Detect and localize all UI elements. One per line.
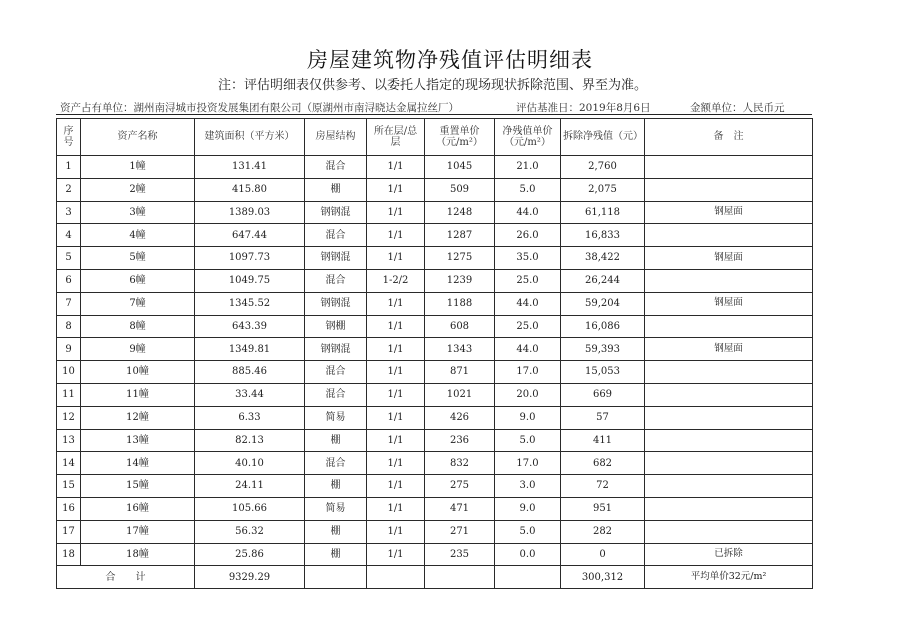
cell-name: 5幢 bbox=[81, 247, 195, 270]
cell-name: 8幢 bbox=[81, 315, 195, 338]
cell-no: 18 bbox=[57, 543, 81, 566]
cell-name: 9幢 bbox=[81, 338, 195, 361]
cell-net-price: 21.0 bbox=[495, 156, 561, 179]
cell-structure: 混合 bbox=[305, 269, 367, 292]
cell-structure: 混合 bbox=[305, 452, 367, 475]
cell-net-value: 15,053 bbox=[561, 361, 645, 384]
cell-area: 1389.03 bbox=[195, 201, 305, 224]
table-row bbox=[57, 497, 813, 520]
cell-remark bbox=[645, 497, 813, 520]
header-remark: 备 注 bbox=[645, 119, 813, 156]
header-net-value: 拆除净残值（元） bbox=[561, 119, 645, 156]
table-row bbox=[57, 520, 813, 543]
cell-net-value: 59,204 bbox=[561, 292, 645, 315]
cell-price: 608 bbox=[425, 315, 495, 338]
cell-net-value: 951 bbox=[561, 497, 645, 520]
cell-structure: 混合 bbox=[305, 361, 367, 384]
cell-floor: 1/1 bbox=[367, 156, 425, 179]
cell-remark: 已拆除 bbox=[645, 543, 813, 566]
cell-no: 1 bbox=[57, 156, 81, 179]
table-row bbox=[57, 269, 813, 292]
cell-price: 1045 bbox=[425, 156, 495, 179]
cell-net-value: 682 bbox=[561, 452, 645, 475]
cell-structure: 混合 bbox=[305, 383, 367, 406]
cell-net-price: 44.0 bbox=[495, 338, 561, 361]
cell-remark bbox=[645, 475, 813, 498]
cell-net-value: 59,393 bbox=[561, 338, 645, 361]
cell-price: 236 bbox=[425, 429, 495, 452]
cell-net-price: 3.0 bbox=[495, 475, 561, 498]
cell-floor: 1/1 bbox=[367, 178, 425, 201]
cell-remark bbox=[645, 315, 813, 338]
meta-divider bbox=[56, 114, 812, 115]
cell-no: 4 bbox=[57, 224, 81, 247]
cell-no: 3 bbox=[57, 201, 81, 224]
cell-no: 6 bbox=[57, 269, 81, 292]
cell-no: 13 bbox=[57, 429, 81, 452]
cell-price: 1287 bbox=[425, 224, 495, 247]
cell-name: 16幢 bbox=[81, 497, 195, 520]
cell-structure: 混合 bbox=[305, 224, 367, 247]
cell-net-price: 9.0 bbox=[495, 497, 561, 520]
cell-remark: 钢屋面 bbox=[645, 338, 813, 361]
table-row bbox=[57, 315, 813, 338]
cell-name: 2幢 bbox=[81, 178, 195, 201]
table-row bbox=[57, 201, 813, 224]
cell-net-value: 38,422 bbox=[561, 247, 645, 270]
cell-remark: 钢屋面 bbox=[645, 292, 813, 315]
cell-net-price: 44.0 bbox=[495, 292, 561, 315]
cell-remark bbox=[645, 269, 813, 292]
cell-structure: 钢钢混 bbox=[305, 247, 367, 270]
cell-net-value: 2,075 bbox=[561, 178, 645, 201]
cell-floor: 1/1 bbox=[367, 475, 425, 498]
cell-floor: 1/1 bbox=[367, 452, 425, 475]
cell-net-price: 5.0 bbox=[495, 178, 561, 201]
cell-no: 10 bbox=[57, 361, 81, 384]
cell-net-price: 26.0 bbox=[495, 224, 561, 247]
cell-name: 6幢 bbox=[81, 269, 195, 292]
cell-area: 1049.75 bbox=[195, 269, 305, 292]
header-no: 序号 bbox=[57, 119, 81, 156]
cell-floor: 1-2/2 bbox=[367, 269, 425, 292]
cell-structure: 棚 bbox=[305, 543, 367, 566]
cell-price: 1188 bbox=[425, 292, 495, 315]
cell-area: 647.44 bbox=[195, 224, 305, 247]
disclaimer-note: 注：评估明细表仅供参考、以委托人指定的现场现状拆除范围、界至为准。 bbox=[218, 78, 648, 93]
cell-no: 7 bbox=[57, 292, 81, 315]
cell-structure: 棚 bbox=[305, 429, 367, 452]
cell-name: 17幢 bbox=[81, 520, 195, 543]
table-row bbox=[57, 338, 813, 361]
cell-floor: 1/1 bbox=[367, 292, 425, 315]
cell-price: 832 bbox=[425, 452, 495, 475]
cell-floor: 1/1 bbox=[367, 406, 425, 429]
cell-price: 509 bbox=[425, 178, 495, 201]
cell-net-price: 17.0 bbox=[495, 452, 561, 475]
cell-net-value: 2,760 bbox=[561, 156, 645, 179]
cell-no: 16 bbox=[57, 497, 81, 520]
cell-structure: 钢钢混 bbox=[305, 292, 367, 315]
cell-net-price: 0.0 bbox=[495, 543, 561, 566]
cell-floor: 1/1 bbox=[367, 383, 425, 406]
cell-structure: 棚 bbox=[305, 520, 367, 543]
cell-net-value: 16,833 bbox=[561, 224, 645, 247]
cell-price: 871 bbox=[425, 361, 495, 384]
cell-no: 15 bbox=[57, 475, 81, 498]
cell-remark bbox=[645, 406, 813, 429]
cell-remark bbox=[645, 452, 813, 475]
cell-price: 275 bbox=[425, 475, 495, 498]
cell-floor: 1/1 bbox=[367, 429, 425, 452]
table-row bbox=[57, 292, 813, 315]
cell-structure: 钢钢混 bbox=[305, 338, 367, 361]
cell-remark bbox=[645, 383, 813, 406]
cell-floor: 1/1 bbox=[367, 520, 425, 543]
cell-area: 131.41 bbox=[195, 156, 305, 179]
cell-name: 12幢 bbox=[81, 406, 195, 429]
cell-net-value: 669 bbox=[561, 383, 645, 406]
header-name: 资产名称 bbox=[81, 119, 195, 156]
cell-price: 426 bbox=[425, 406, 495, 429]
cell-net-price: 5.0 bbox=[495, 520, 561, 543]
cell-area: 6.33 bbox=[195, 406, 305, 429]
cell-area: 82.13 bbox=[195, 429, 305, 452]
cell-price: 1248 bbox=[425, 201, 495, 224]
cell-net-value: 282 bbox=[561, 520, 645, 543]
cell-area: 33.44 bbox=[195, 383, 305, 406]
cell-price: 1239 bbox=[425, 269, 495, 292]
table-body bbox=[57, 156, 813, 566]
cell-net-value: 72 bbox=[561, 475, 645, 498]
cell-structure: 简易 bbox=[305, 406, 367, 429]
table-row bbox=[57, 178, 813, 201]
cell-name: 1幢 bbox=[81, 156, 195, 179]
cell-net-price: 17.0 bbox=[495, 361, 561, 384]
total-row bbox=[57, 566, 813, 589]
cell-floor: 1/1 bbox=[367, 247, 425, 270]
cell-area: 1097.73 bbox=[195, 247, 305, 270]
cell-price: 1275 bbox=[425, 247, 495, 270]
table-row bbox=[57, 224, 813, 247]
header-net-price: 净残值单价（元/m²） bbox=[495, 119, 561, 156]
cell-name: 13幢 bbox=[81, 429, 195, 452]
cell-price: 271 bbox=[425, 520, 495, 543]
table-row bbox=[57, 247, 813, 270]
cell-net-value: 411 bbox=[561, 429, 645, 452]
cell-no: 11 bbox=[57, 383, 81, 406]
cell-no: 14 bbox=[57, 452, 81, 475]
cell-no: 5 bbox=[57, 247, 81, 270]
cell-area: 1349.81 bbox=[195, 338, 305, 361]
cell-name: 15幢 bbox=[81, 475, 195, 498]
cell-name: 11幢 bbox=[81, 383, 195, 406]
cell-price: 235 bbox=[425, 543, 495, 566]
cell-remark bbox=[645, 156, 813, 179]
cell-floor: 1/1 bbox=[367, 338, 425, 361]
cell-remark bbox=[645, 224, 813, 247]
cell-net-price: 9.0 bbox=[495, 406, 561, 429]
page-title: 房屋建筑物净残值评估明细表 bbox=[307, 48, 593, 72]
cell-no: 17 bbox=[57, 520, 81, 543]
cell-no: 8 bbox=[57, 315, 81, 338]
cell-structure: 钢棚 bbox=[305, 315, 367, 338]
cell-area: 40.10 bbox=[195, 452, 305, 475]
cell-net-price: 5.0 bbox=[495, 429, 561, 452]
cell-no: 2 bbox=[57, 178, 81, 201]
cell-name: 4幢 bbox=[81, 224, 195, 247]
cell-no: 9 bbox=[57, 338, 81, 361]
table-row bbox=[57, 452, 813, 475]
cell-net-value: 26,244 bbox=[561, 269, 645, 292]
cell-name: 3幢 bbox=[81, 201, 195, 224]
total-empty-structure bbox=[305, 566, 367, 589]
header-price: 重置单价（元/m²） bbox=[425, 119, 495, 156]
cell-area: 56.32 bbox=[195, 520, 305, 543]
cell-net-price: 44.0 bbox=[495, 201, 561, 224]
cell-net-value: 61,118 bbox=[561, 201, 645, 224]
cell-area: 643.39 bbox=[195, 315, 305, 338]
cell-price: 1343 bbox=[425, 338, 495, 361]
cell-structure: 简易 bbox=[305, 497, 367, 520]
cell-name: 14幢 bbox=[81, 452, 195, 475]
table-row bbox=[57, 156, 813, 179]
cell-remark: 钢屋面 bbox=[645, 201, 813, 224]
cell-area: 24.11 bbox=[195, 475, 305, 498]
table-header-row bbox=[57, 119, 813, 156]
cell-floor: 1/1 bbox=[367, 543, 425, 566]
cell-area: 885.46 bbox=[195, 361, 305, 384]
owner-unit: 资产占有单位：湖州南浔城市投资发展集团有限公司（原湖州市南浔晓达金属拉丝厂） bbox=[60, 102, 459, 114]
cell-price: 471 bbox=[425, 497, 495, 520]
total-area: 9329.29 bbox=[195, 566, 305, 589]
table-row bbox=[57, 429, 813, 452]
cell-net-price: 20.0 bbox=[495, 383, 561, 406]
cell-area: 1345.52 bbox=[195, 292, 305, 315]
cell-net-price: 25.0 bbox=[495, 315, 561, 338]
table-row bbox=[57, 406, 813, 429]
cell-net-price: 25.0 bbox=[495, 269, 561, 292]
total-net-value: 300,312 bbox=[561, 566, 645, 589]
table-row bbox=[57, 475, 813, 498]
cell-area: 415.80 bbox=[195, 178, 305, 201]
cell-structure: 棚 bbox=[305, 178, 367, 201]
cell-remark bbox=[645, 520, 813, 543]
cell-floor: 1/1 bbox=[367, 201, 425, 224]
total-empty-floor bbox=[367, 566, 425, 589]
header-area: 建筑面积（平方米） bbox=[195, 119, 305, 156]
cell-floor: 1/1 bbox=[367, 315, 425, 338]
total-average: 平均单价32元/m² bbox=[645, 566, 813, 589]
cell-no: 12 bbox=[57, 406, 81, 429]
cell-structure: 混合 bbox=[305, 156, 367, 179]
cell-area: 25.86 bbox=[195, 543, 305, 566]
currency-unit: 金额单位：人民币元 bbox=[690, 102, 785, 114]
table-row bbox=[57, 361, 813, 384]
cell-area: 105.66 bbox=[195, 497, 305, 520]
header-structure: 房屋结构 bbox=[305, 119, 367, 156]
valuation-date: 评估基准日：2019年8月6日 bbox=[516, 102, 651, 114]
cell-floor: 1/1 bbox=[367, 497, 425, 520]
cell-remark bbox=[645, 361, 813, 384]
total-empty-price bbox=[425, 566, 495, 589]
cell-remark bbox=[645, 178, 813, 201]
valuation-table bbox=[56, 118, 813, 589]
cell-net-value: 16,086 bbox=[561, 315, 645, 338]
cell-structure: 钢钢混 bbox=[305, 201, 367, 224]
cell-remark: 钢屋面 bbox=[645, 247, 813, 270]
cell-name: 7幢 bbox=[81, 292, 195, 315]
cell-floor: 1/1 bbox=[367, 361, 425, 384]
cell-name: 18幢 bbox=[81, 543, 195, 566]
cell-net-value: 57 bbox=[561, 406, 645, 429]
table-row bbox=[57, 383, 813, 406]
cell-structure: 棚 bbox=[305, 475, 367, 498]
cell-floor: 1/1 bbox=[367, 224, 425, 247]
total-empty-net-price bbox=[495, 566, 561, 589]
total-label: 合 计 bbox=[57, 566, 195, 589]
table-row bbox=[57, 543, 813, 566]
cell-net-value: 0 bbox=[561, 543, 645, 566]
cell-price: 1021 bbox=[425, 383, 495, 406]
cell-name: 10幢 bbox=[81, 361, 195, 384]
header-floor: 所在层/总层 bbox=[367, 119, 425, 156]
cell-net-price: 35.0 bbox=[495, 247, 561, 270]
cell-remark bbox=[645, 429, 813, 452]
